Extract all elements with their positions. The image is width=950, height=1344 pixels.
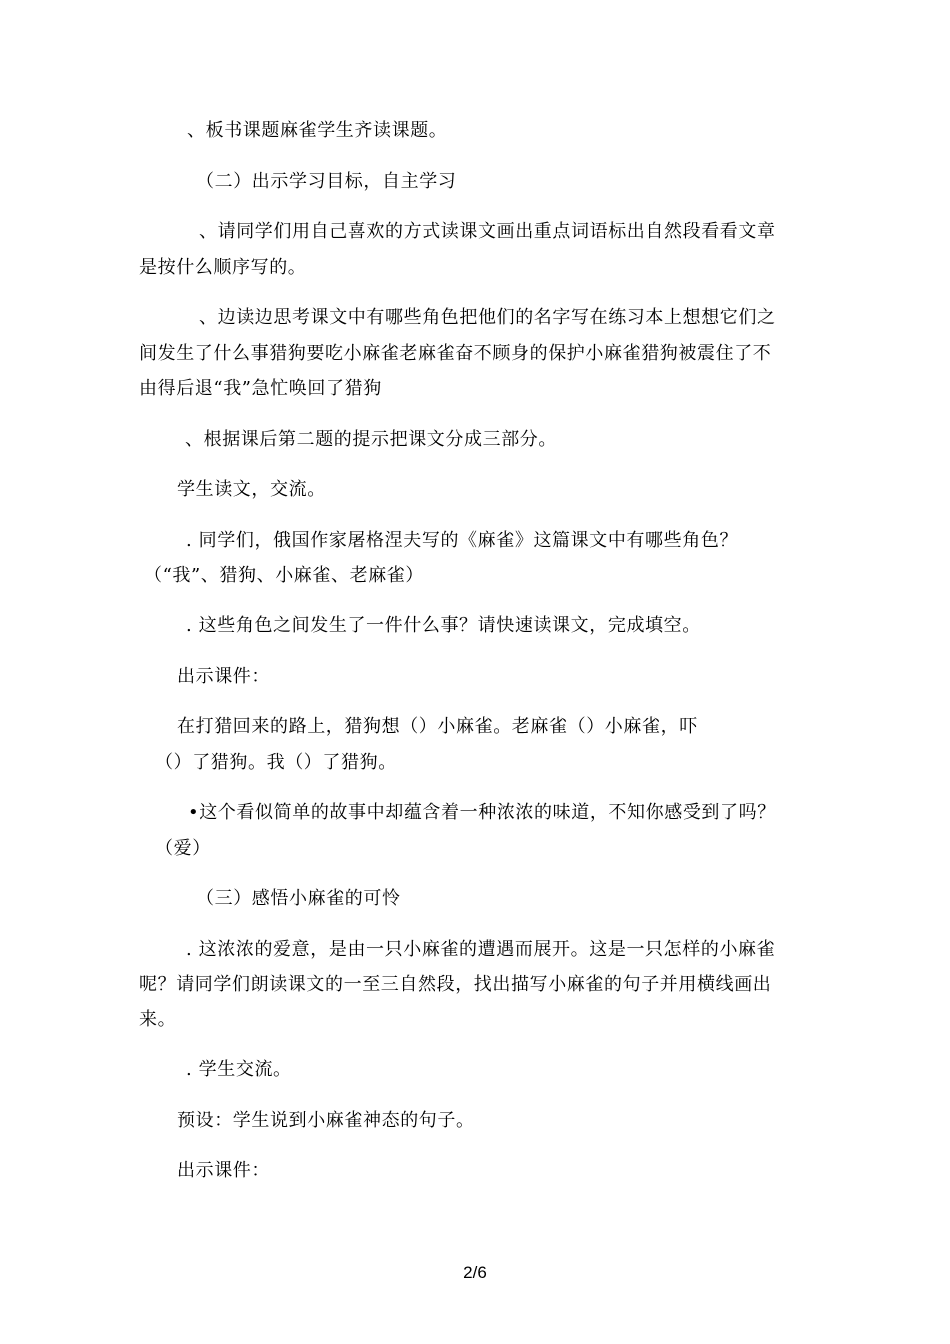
text-line: 出示课件：	[177, 1160, 270, 1181]
text-line: •这个看似简单的故事中却蕴含着一种浓浓的味道，不知你感受到了吗？	[188, 802, 776, 823]
text-line: 间发生了什么事猎狗要吃小麻雀老麻雀奋不顾身的保护小麻雀猎狗被震住了不	[139, 343, 772, 364]
text-line: 、请同学们用自己喜欢的方式读课文画出重点词语标出自然段看看文章	[199, 221, 776, 242]
text-line: 、板书课题麻雀学生齐读课题。	[187, 120, 448, 141]
text-line: 、边读边思考课文中有哪些角色把他们的名字写在练习本上想想它们之	[199, 307, 776, 328]
text-line: . 同学们，俄国作家屠格涅夫写的《麻雀》这篇课文中有哪些角色？	[186, 530, 739, 551]
text-line: . 这些角色之间发生了一件什么事？请快速读课文，完成填空。	[186, 615, 701, 636]
text-line: 出示课件：	[177, 666, 270, 687]
text-line: . 这浓浓的爱意，是由一只小麻雀的遭遇而展开。这是一只怎样的小麻雀	[186, 939, 776, 960]
text-line: 来。	[139, 1009, 177, 1030]
page-number: 2/6	[463, 1263, 487, 1282]
text-line: 由得后退“我”急忙唤回了猎狗	[139, 378, 382, 399]
text-line: （“我”、猎狗、小麻雀、老麻雀）	[144, 565, 425, 586]
text-line: 预设：学生说到小麻雀神态的句子。	[177, 1110, 475, 1131]
text-line: （爱）	[155, 838, 211, 859]
text-line: （）了猎狗。我（）了猎狗。	[155, 752, 397, 773]
text-line: 在打猎回来的路上，猎狗想（）小麻雀。老麻雀（）小麻雀，吓	[177, 716, 698, 737]
section-heading: （二）出示学习目标，自主学习	[196, 171, 457, 192]
text-line: 是按什么顺序写的。	[139, 257, 307, 278]
text-line: 学生读文，交流。	[177, 479, 326, 500]
text-line: 、根据课后第二题的提示把课文分成三部分。	[185, 429, 557, 450]
section-heading: （三）感悟小麻雀的可怜	[196, 888, 401, 909]
text-line: . 学生交流。	[186, 1059, 292, 1080]
text-line: 呢？请同学们朗读课文的一至三自然段，找出描写小麻雀的句子并用横线画出	[139, 974, 772, 995]
